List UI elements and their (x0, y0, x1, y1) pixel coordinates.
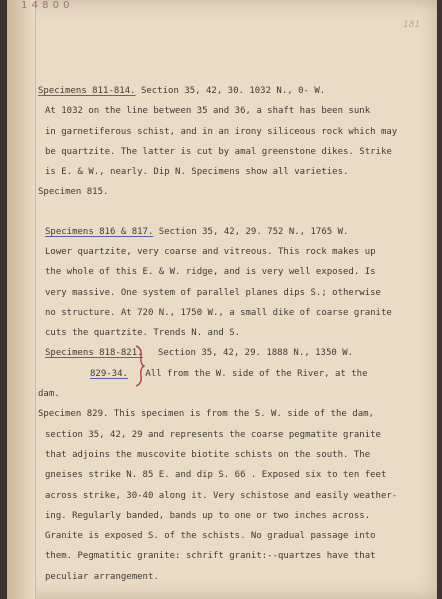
heading-text: All from the W. side of the River, at the (139, 369, 368, 379)
specimen-ref: 829-34. (90, 369, 128, 379)
text-line: Granite is exposed S. of the schists. No gradual passage into (45, 531, 376, 541)
specimen-ref: Specimens 816 & 817. (45, 227, 154, 237)
text-line: peculiar arrangement. (45, 572, 159, 582)
text-line: gneises strike N. 85 E. and dip S. 66 . Exposed six to ten feet (45, 470, 387, 480)
text-line: be quartzite. The latter is cut by amal greenstone dikes. Strike (45, 147, 392, 157)
text-line: is E. & W., nearly. Dip N. Specimens show all varieties. (45, 167, 349, 177)
document-page (7, 0, 437, 599)
specimen-ref: Specimens 818-821. (45, 348, 143, 358)
block2-heading (45, 227, 348, 238)
heading-text: Section 35, 42, 29. 752 N., 1765 W. (153, 227, 349, 237)
block3-heading (45, 348, 353, 359)
text-line: ing. Regularly banded, bands up to one or two inches across. (45, 511, 371, 521)
text-line: them. Pegmatitic granite: schrift granit:--quartzes have that (45, 551, 376, 561)
page-binding-edge (7, 0, 36, 599)
specimen-ref: Specimens 811-814. (38, 86, 136, 96)
heading-text: Section 35, 42, 30. 1032 N., 0- W. (135, 86, 326, 96)
block1-heading (38, 86, 325, 97)
text-line: Specimen 815. (38, 187, 109, 197)
text-line: cuts the quartzite. Trends N. and S. (45, 328, 241, 338)
text-line: across strike, 30-40 along it. Very schistose and easily weather- (45, 491, 398, 501)
text-line: section 35, 42, 29 and represents the coarse pegmatite granite (45, 430, 381, 440)
text-line: Lower quartzite, very coarse and vitreous. This rock makes up (45, 247, 376, 257)
text-line: the whole of this E. & W. ridge, and is very well exposed. Is (45, 267, 376, 277)
corner-pencil-note: 1 4 8 0 0 (21, 0, 71, 11)
text-line: At 1032 on the line between 35 and 36, a shaft has been sunk (45, 106, 371, 116)
block3-subline (90, 369, 368, 380)
text-line: very massive. One system of parallel planes dips S.; otherwise (45, 288, 381, 298)
text-line: no structure. At 720 N., 1750 W., a small dike of coarse granite (45, 308, 392, 318)
text-line: Specimen 829. This specimen is from the S. W. side of the dam, (38, 409, 374, 419)
text-line: dam. (38, 389, 60, 399)
red-brace-mark (133, 344, 147, 388)
page-number: 181 (403, 20, 421, 30)
text-line: in garnetiferous schist, and in an irony siliceous rock which may (45, 127, 398, 137)
text-line: that adjoins the muscovite biotite schists on the south. The (45, 450, 371, 460)
heading-text: Section 35, 42, 29. 1888 N., 1350 W. (152, 348, 354, 358)
